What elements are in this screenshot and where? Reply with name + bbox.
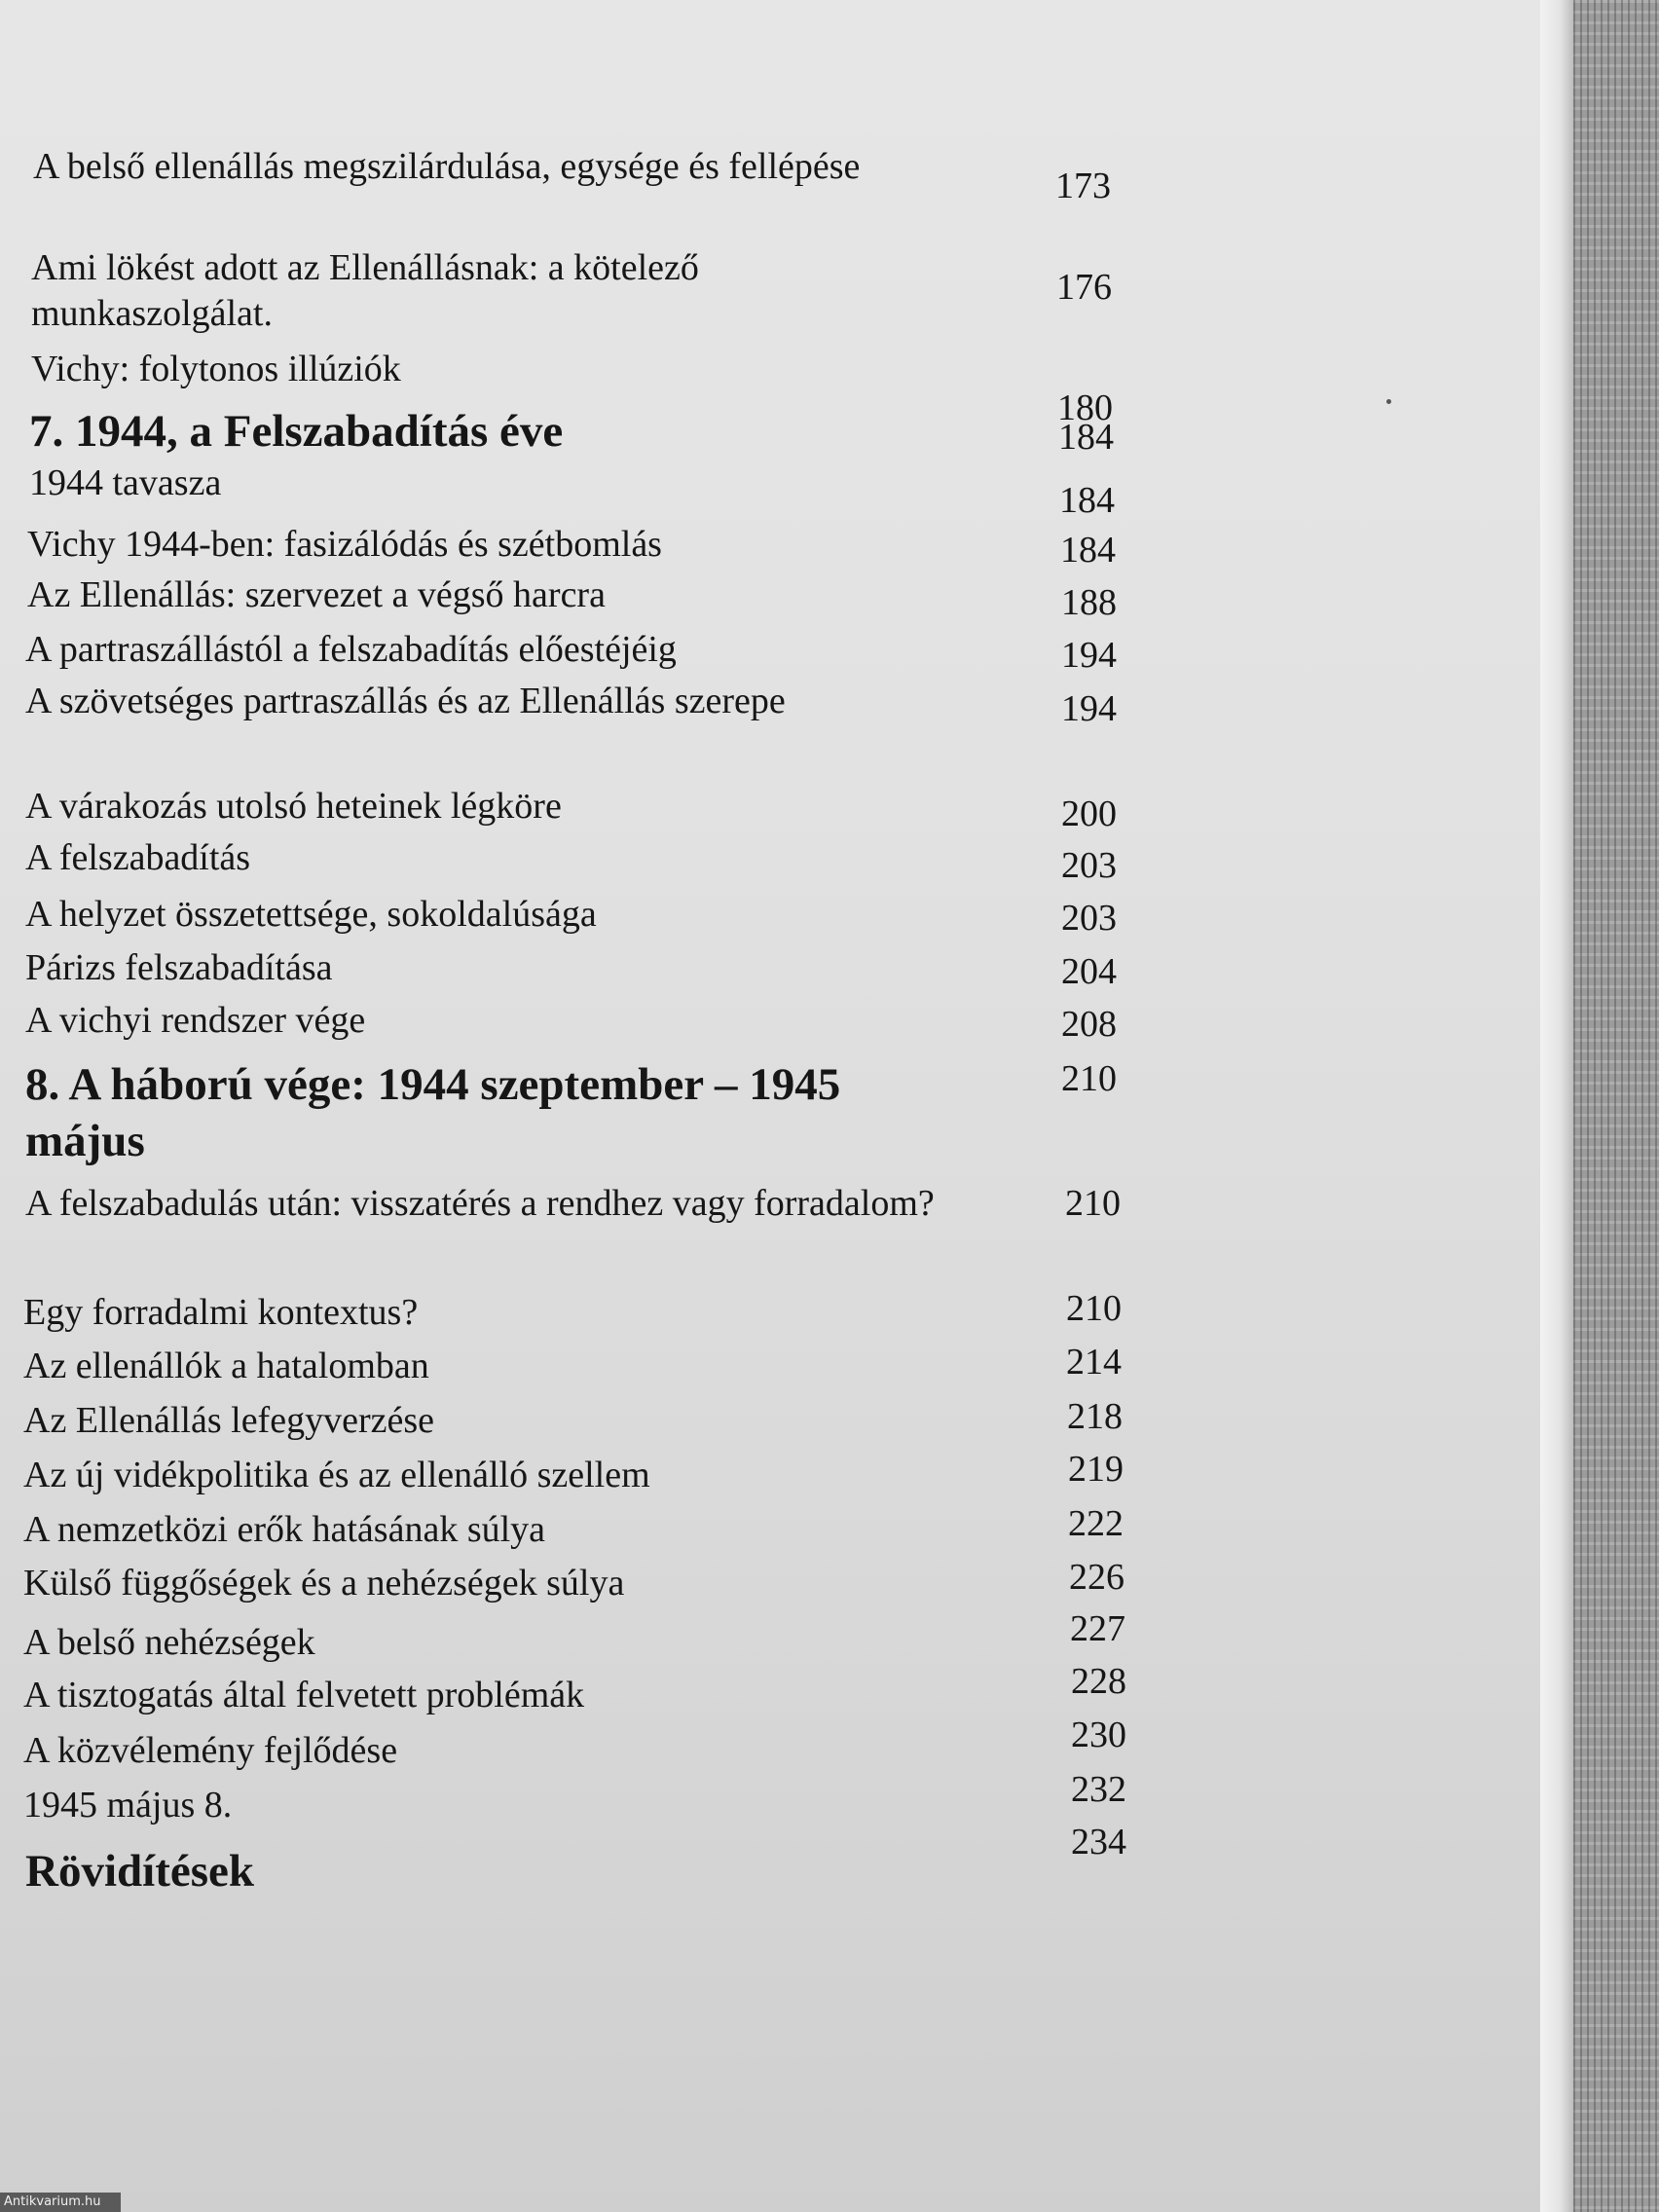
toc-entry-page: 219 — [1068, 1449, 1124, 1490]
toc-entry-title: A közvélemény fejlődése — [23, 1730, 398, 1771]
toc-entry-title: Az Ellenállás lefegyverzése — [23, 1400, 434, 1441]
toc-entry-title: 1945 május 8. — [23, 1785, 233, 1825]
toc-entry-title: A szövetséges partraszállás és az Ellenállás szerepe — [25, 681, 786, 721]
page-edge — [1540, 0, 1573, 2212]
toc-entry-page: 230 — [1071, 1714, 1126, 1755]
toc-entry-page: 227 — [1070, 1608, 1125, 1649]
toc-entry-title: Külső függőségek és a nehézségek súlya — [23, 1563, 625, 1604]
toc-entry-title: 1944 tavasza — [29, 462, 222, 503]
toc-entry-title: A felszabadulás után: visszatérés a rendhez vagy forradalom? — [25, 1183, 935, 1224]
toc-entry-title: A felszabadítás — [25, 837, 251, 878]
toc-entry-title: Az új vidékpolitika és az ellenálló szellem — [23, 1455, 650, 1495]
background-surface — [1573, 0, 1659, 2212]
watermark: Antikvarium.hu — [0, 2193, 121, 2212]
toc-entry-title: A vichyi rendszer vége — [25, 1000, 366, 1041]
toc-entry-title: A partraszállástól a felszabadítás előestéjéig — [25, 629, 677, 670]
toc-entry-page: 210 — [1065, 1183, 1121, 1224]
toc-entry-page: 210 — [1061, 1058, 1117, 1099]
toc-entry-page: 226 — [1069, 1557, 1124, 1598]
toc-entry-title: Vichy 1944-ben: fasizálódás és szétbomlás — [27, 524, 662, 565]
toc-entry-title: Egy forradalmi kontextus? — [23, 1292, 419, 1333]
toc-entry-page: 210 — [1066, 1288, 1122, 1329]
toc-entry-page: 176 — [1056, 267, 1112, 308]
toc-entry-page: 204 — [1061, 951, 1117, 992]
toc-entry-page: 228 — [1071, 1661, 1126, 1702]
toc-entry-page: 184 — [1060, 530, 1116, 571]
toc-chapter-title: 8. A háború vége: 1944 szeptember – 1945 május — [25, 1059, 841, 1166]
toc-entry-page: 214 — [1066, 1342, 1122, 1382]
toc-chapter-title: Rövidítések — [25, 1846, 254, 1897]
toc-entry-title: A tisztogatás által felvetett problémák — [23, 1675, 585, 1715]
toc-entry-title: A belső nehézségek — [23, 1622, 315, 1663]
toc-entry-page: 188 — [1061, 582, 1117, 623]
toc-entry-title: Ami lökést adott az Ellenállásnak: a kötelező munkaszolgálat. — [31, 247, 699, 334]
toc-entry-title: Az Ellenállás: szervezet a végső harcra — [27, 574, 606, 615]
toc-entry-page: 194 — [1061, 688, 1117, 729]
toc-entry-page: 218 — [1067, 1396, 1123, 1437]
toc-entry-title: Az ellenállók a hatalomban — [23, 1346, 429, 1386]
toc-entry-title: A helyzet összetettsége, sokoldalúsága — [25, 894, 597, 935]
toc-entry-title: Vichy: folytonos illúziók — [31, 349, 401, 389]
toc-entry-page: 184 — [1059, 480, 1115, 521]
toc-entry-title: A nemzetközi erők hatásának súlya — [23, 1509, 546, 1550]
toc-entry-page: 203 — [1061, 898, 1117, 939]
toc-entry-page: 180 — [1057, 387, 1113, 428]
toc-entry-title: A várakozás utolsó heteinek légköre — [25, 786, 562, 827]
toc-entry-page: 234 — [1071, 1822, 1126, 1862]
toc-entry-title: A belső ellenállás megszilárdulása, egysége és fellépése — [33, 146, 861, 187]
toc-entry-page: 194 — [1061, 635, 1117, 676]
speck — [1386, 399, 1391, 404]
toc-entry-page: 184 — [1058, 417, 1114, 458]
toc-chapter-title: 7. 1944, a Felszabadítás éve — [29, 406, 564, 457]
toc-entry-page: 232 — [1071, 1769, 1126, 1810]
toc-entry-page: 173 — [1055, 166, 1111, 206]
toc-entry-title: Párizs felszabadítása — [25, 947, 333, 988]
toc-entry-page: 200 — [1061, 793, 1117, 834]
toc-entry-page: 203 — [1061, 845, 1117, 886]
toc-entry-page: 208 — [1061, 1004, 1117, 1045]
toc-entry-page: 222 — [1068, 1503, 1124, 1544]
